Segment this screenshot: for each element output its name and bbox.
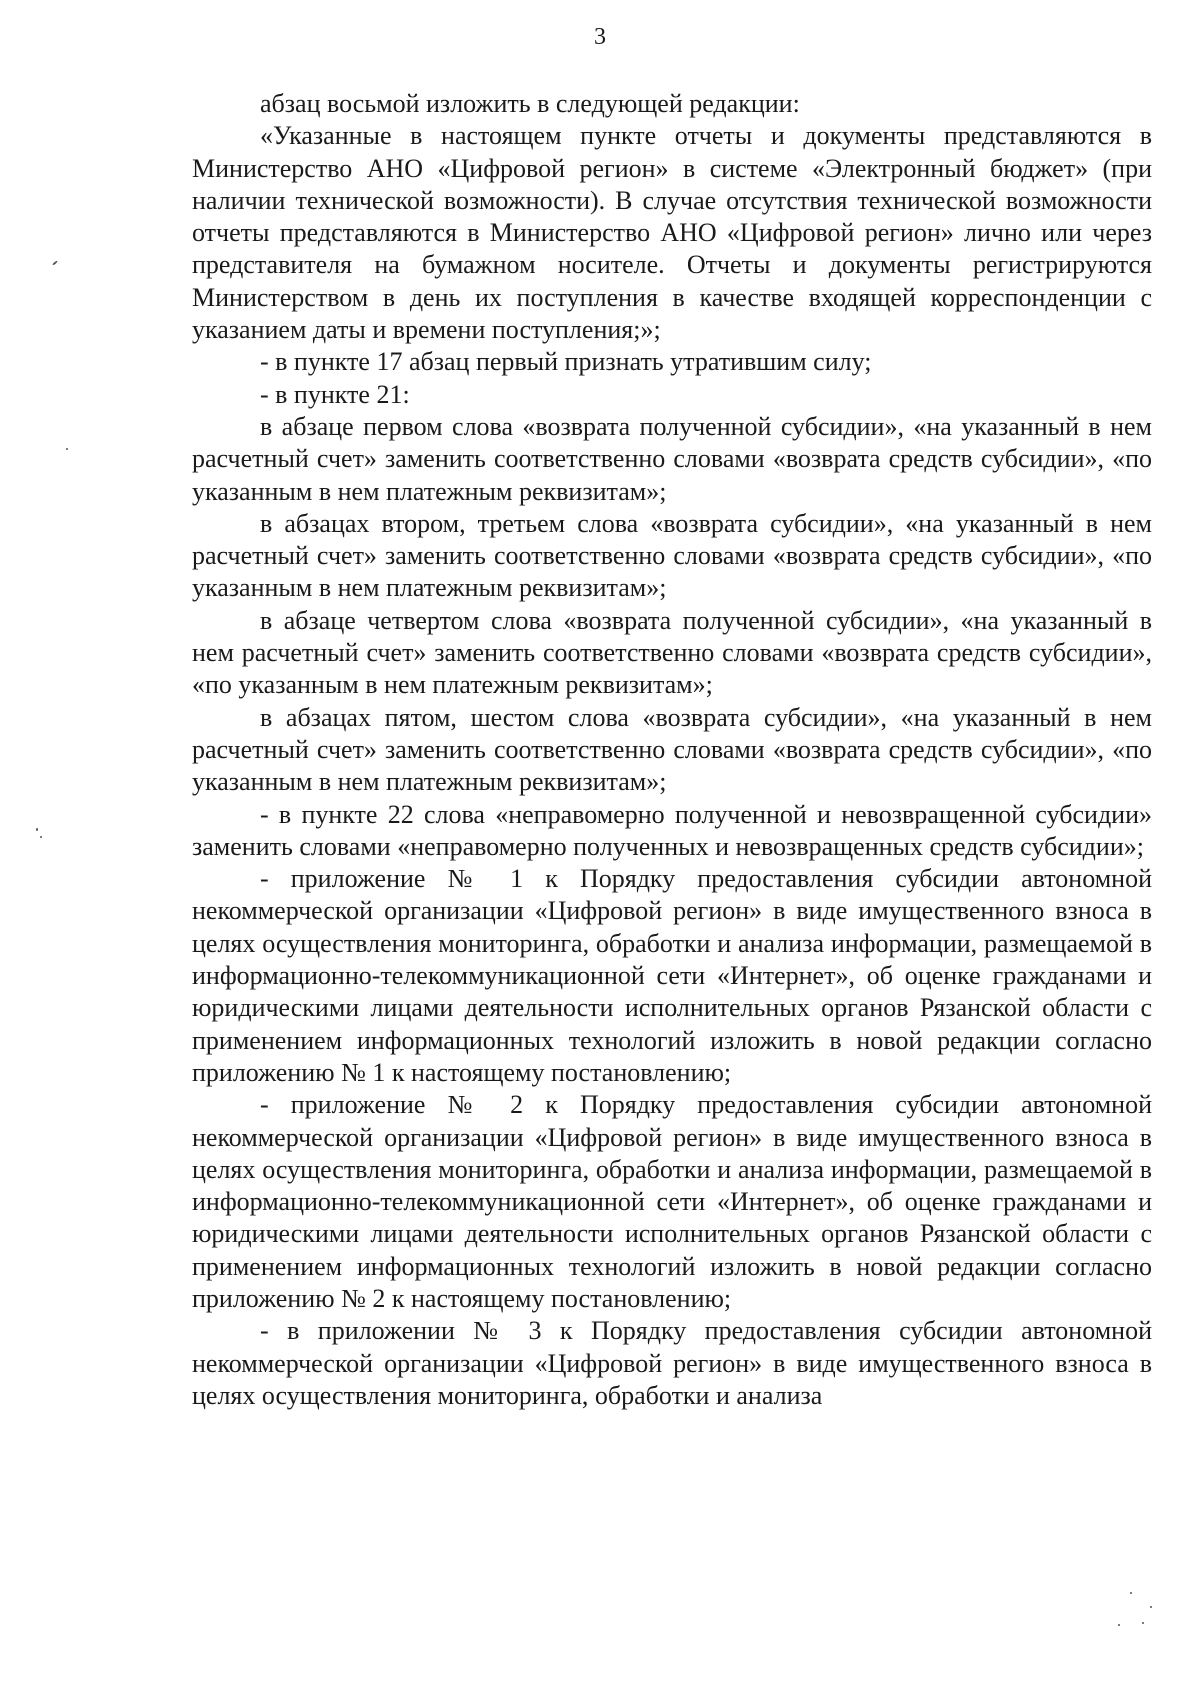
paragraph-item-21-abzac-5-6: в абзацах пятом, шестом слова «возврата субсидии», «на указанный в нем расчетный счет» заменить соответственно словами «возврата средств субсидии», «по указанным в нем платежным реквизитам»; bbox=[192, 702, 1152, 797]
scan-speck bbox=[1150, 1606, 1152, 1608]
paragraph-item-17: - в пункте 17 абзац первый признать утратившим силу; bbox=[260, 347, 872, 377]
paragraph-item-22: - в пункте 22 слова «неправомерно полученной и невозвращенной субсидии» заменить словами «неправомерно полученных и невозвращенных средств субсидии»; bbox=[192, 799, 1152, 861]
scan-speck bbox=[52, 260, 58, 265]
scan-speck bbox=[66, 448, 68, 450]
scan-speck bbox=[36, 828, 38, 831]
paragraph-appendix-1: - приложение № 1 к Порядку предоставления субсидии автономной некоммерческой организации «Цифровой регион» в виде имущественного взноса в целях осуществления мониторинга, обработки и анализа информации, размещаемой в информационно-телекоммуникационной сети «Интернет», об оценке гражданами и юридическими лицами деятельности исполнительных органов Рязанской области с применением информационных технологий изложить в новой редакции согласно приложению № 1 к настоящему постановлению; bbox=[192, 864, 1152, 1087]
paragraph-item-21-abzac-4: в абзаце четвертом слова «возврата полученной субсидии», «на указанный в нем расчетный счет» заменить соответственно словами «возврата средств субсидии», «по указанным в нем платежным реквизитам»; bbox=[192, 605, 1152, 700]
scan-speck bbox=[1142, 1622, 1144, 1624]
paragraph-item-21: - в пункте 21: bbox=[260, 379, 410, 409]
document-body bbox=[192, 88, 1152, 1412]
paragraph-appendix-2: - приложение № 2 к Порядку предоставления субсидии автономной некоммерческой организации «Цифровой регион» в виде имущественного взноса в целях осуществления мониторинга, обработки и анализа информации, размещаемой в информационно-телекоммуникационной сети «Интернет», об оценке гражданами и юридическими лицами деятельности исполнительных органов Рязанской области с применением информационных технологий изложить в новой редакции согласно приложению № 2 к настоящему постановлению; bbox=[192, 1090, 1152, 1313]
page-number: 3 bbox=[594, 24, 606, 50]
paragraph-item-21-abzac-2-3: в абзацах втором, третьем слова «возврата субсидии», «на указанный в нем расчетный счет» заменить соответственно словами «возврата средств субсидии», «по указанным в нем платежным реквизитам»; bbox=[192, 508, 1152, 603]
scan-speck bbox=[40, 836, 42, 838]
scan-speck bbox=[1130, 1592, 1132, 1594]
paragraph-intro: абзац восьмой изложить в следующей редакции: bbox=[260, 89, 800, 118]
scan-speck bbox=[1118, 1624, 1120, 1626]
paragraph-appendix-3: - в приложении № 3 к Порядку предоставления субсидии автономной некоммерческой организации «Цифровой регион» в виде имущественного взноса в целях осуществления мониторинга, обработки и анализа bbox=[192, 1316, 1152, 1410]
paragraph-item-21-abzac-1: в абзаце первом слова «возврата полученной субсидии», «на указанный в нем расчетный счет» заменить соответственно словами «возврата средств субсидии», «по указанным в нем платежным реквизитам»; bbox=[192, 411, 1152, 506]
paragraph-quoted-text: «Указанные в настоящем пункте отчеты и документы представляются в Министерство АНО «Цифровой регион» в системе «Электронный бюджет» (при наличии технической возможности). В случае отсутствия технической возможности отчеты представляются в Министерство АНО «Цифровой регион» лично или через представителя на бумажном носителе. Отчеты и документы регистрируются Министерством в день их поступления в качестве входящей корреспонденции с указанием даты и времени поступления;»; bbox=[192, 121, 1152, 345]
